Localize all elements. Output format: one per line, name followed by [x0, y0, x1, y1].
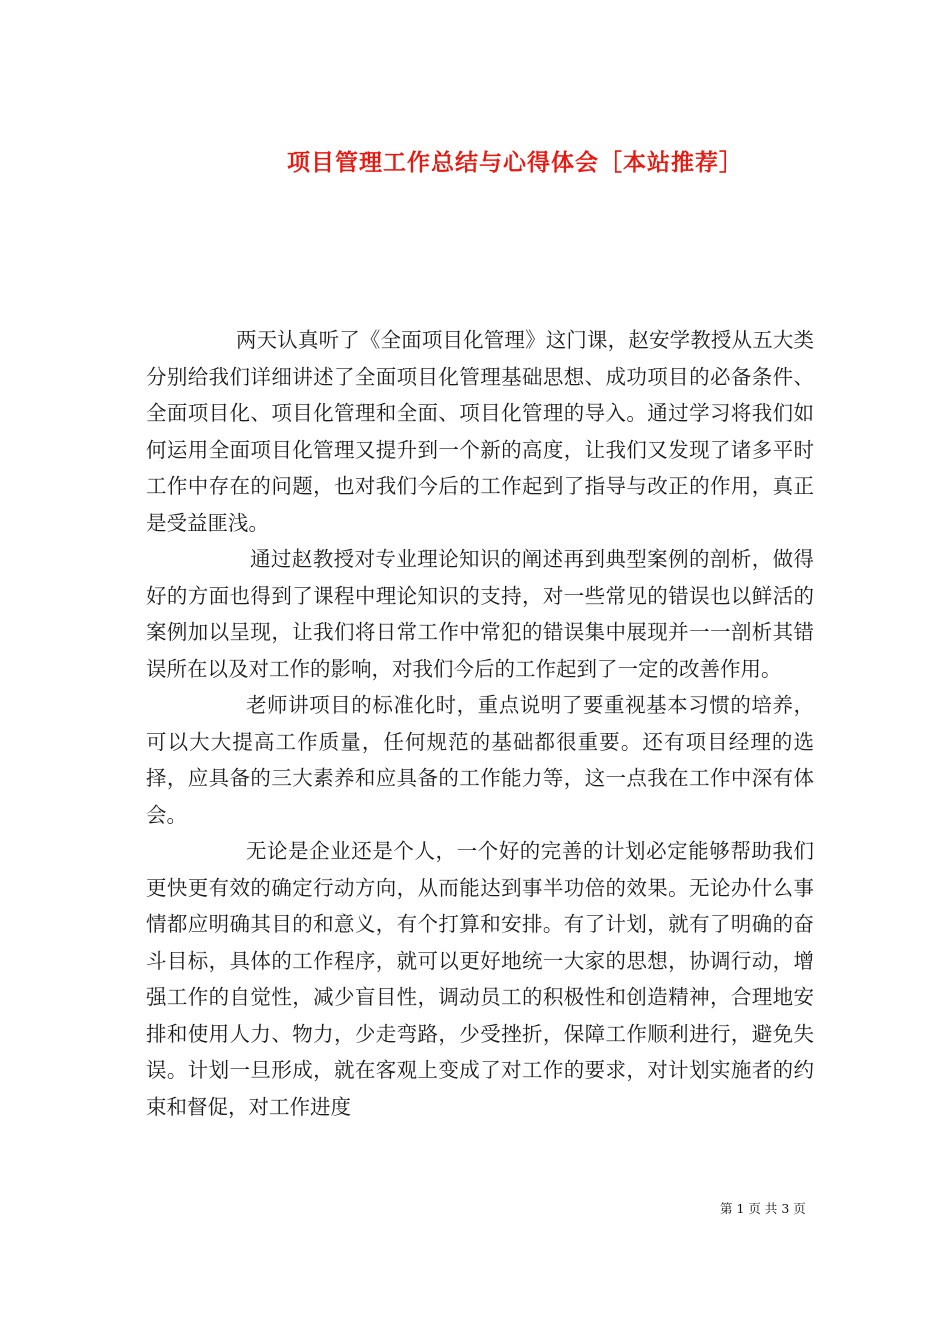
- paragraph-3: 老师讲项目的标准化时，重点说明了要重视基本习惯的培养，可以大大提高工作质量，任何规范的基础都很重要。还有项目经理的选择，应具备的三大素养和应具备的工作能力等，这一点我在工作中深有体会。: [146, 693, 814, 827]
- page-title: 项目管理工作总结与心得体会［本站推荐］: [287, 149, 743, 177]
- document-body: [146, 322, 814, 1125]
- paragraph-4: 无论是企业还是个人，一个好的完善的计划必定能够帮助我们更快更有效的确定行动方向，从而能达到事半功倍的效果。无论办什么事情都应明确其目的和意义，有个打算和安排。有了计划，就有了明确的奋斗目标，具体的工作程序，就可以更好地统一大家的思想，协调行动，增强工作的自觉性，减少盲目性，调动员工的积极性和创造精神，合理地安排和使用人力、物力，少走弯路，少受挫折，保障工作顺利进行，避免失误。计划一旦形成，就在客观上变成了对工作的要求，对计划实施者的约束和督促，对工作进度: [146, 839, 814, 1119]
- page-number-footer: 第 1 页 共 3 页: [720, 1201, 806, 1216]
- paragraph-2: 通过赵教授对专业理论知识的阐述再到典型案例的剖析，做得好的方面也得到了课程中理论知识的支持，对一些常见的错误也以鲜活的案例加以呈现，让我们将日常工作中常犯的错误集中展现并一一剖析其错误所在以及对工作的影响，对我们今后的工作起到了一定的改善作用。: [146, 547, 814, 681]
- paragraph-1: 两天认真听了《全面项目化管理》这门课，赵安学教授从五大类分别给我们详细讲述了全面项目化管理基础思想、成功项目的必备条件、全面项目化、项目化管理和全面、项目化管理的导入。通过学习将我们如何运用全面项目化管理又提升到一个新的高度，让我们又发现了诸多平时工作中存在的问题，也对我们今后的工作起到了指导与改正的作用，真正是受益匪浅。: [146, 328, 814, 535]
